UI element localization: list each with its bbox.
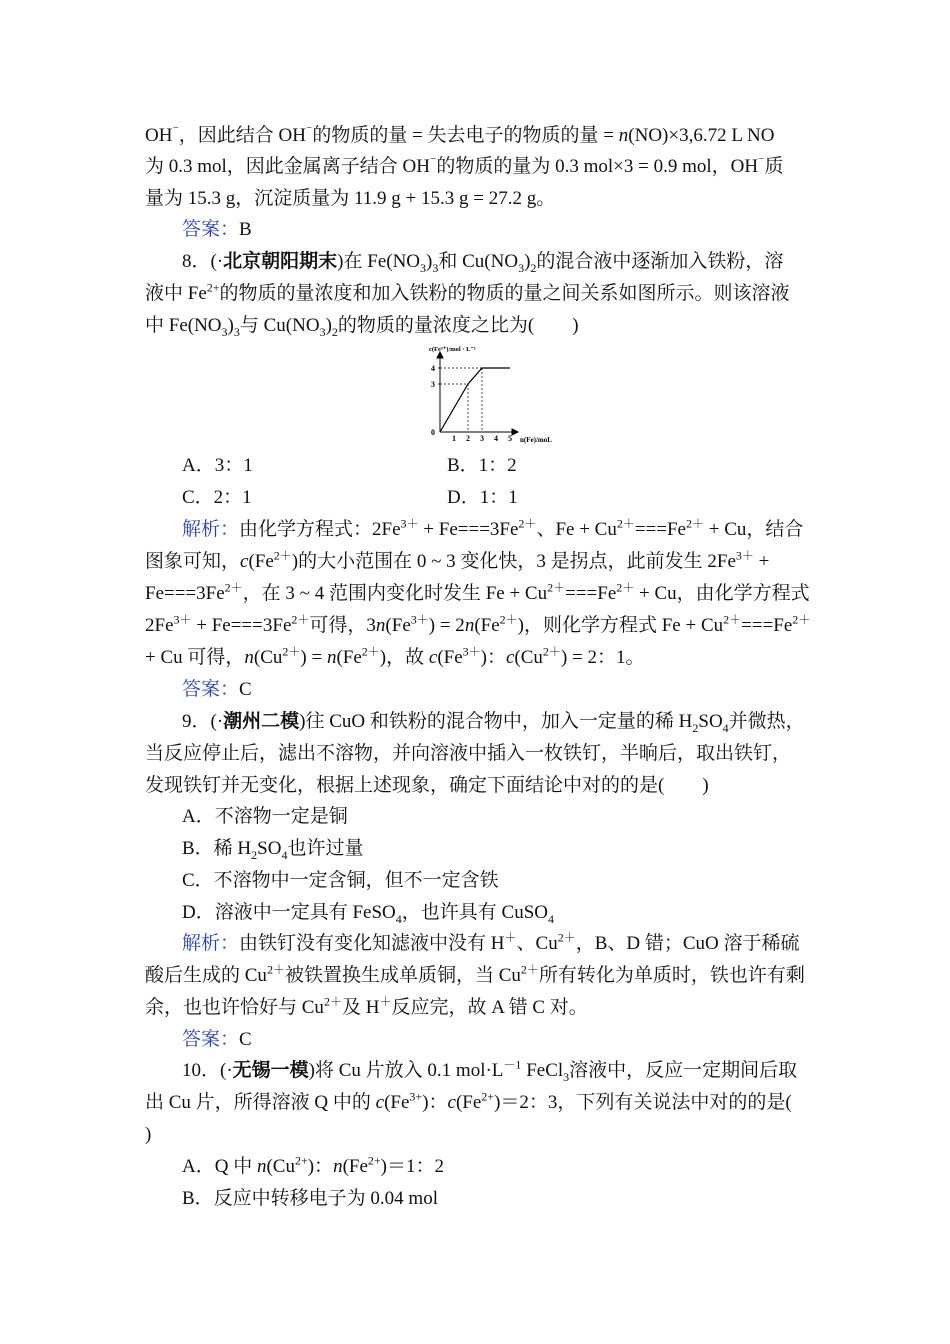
text-line: + Cu 可得，$n(Cu^{2+}) = n(Fe^{2+})$，故 $c(Fe^{3+})$：$c(Cu^{2+}) = 2$：1。 — [145, 644, 645, 668]
x-tick-label: 3 — [480, 434, 484, 443]
answer-value: C — [239, 679, 252, 700]
question-source: 北京朝阳期末 — [223, 251, 338, 272]
question-source: 潮州二模 — [223, 711, 300, 732]
x-axis-arrow — [512, 429, 518, 435]
option-d: D．1：1 — [447, 487, 518, 508]
option-a: A．Q 中 $n(Cu^{2+})$：$n(Fe^{2+})=1$：2 — [182, 1153, 444, 1177]
text-line: 量为 15.3 g，沉淀质量为 11.9 g + 15.3 g = 27.2 g。 — [145, 188, 556, 209]
solution-label: 解析： — [182, 933, 240, 954]
text-line: 图象可知，$c(Fe^{2+})$的大小范围在 0 ~ 3 变化快，3 是拐点，此前发生 $2Fe^{3+}$ + — [145, 548, 770, 572]
option-c: C．不溶物中一定含铜，但不一定含铁 — [182, 870, 499, 891]
option-b: B．稀 $H_2SO_4$也许过量 — [182, 838, 364, 862]
x-tick-label: 4 — [494, 434, 498, 443]
series-line — [440, 368, 510, 432]
option-a: A．不溶物一定是铜 — [182, 806, 348, 827]
answer-label: 答案： — [182, 1029, 240, 1050]
text-line: $Fe===3Fe^{2+}$，在 3 ~ 4 范围内变化时发生 $Fe + Cu^{2+}===Fe^{2+} + Cu$，由化学方程式 — [145, 580, 810, 604]
question-10: 10．(·无锡一模)将 Cu 片放入 0.1 $mol\cdot L^{-1}$ FeCl$_3$溶液中，反应一定期间后取 — [182, 1057, 798, 1084]
x-axis-title: n(Fe)/moL — [520, 436, 552, 444]
question-source: 无锡一模 — [232, 1060, 309, 1081]
option-a: A．3：1 — [182, 455, 253, 476]
question-9: 9．(·潮州二模)往 CuO 和铁粉的混合物中，加入一定量的稀 $H_2SO_4$并微热， — [182, 711, 805, 735]
option-b: B．1：2 — [447, 455, 517, 476]
origin-label: 0 — [431, 428, 435, 437]
y-tick-label: 3 — [431, 380, 435, 389]
text-line: 余，也也许恰好与 $Cu^{2+}$及 H＋反应完，故 A 错 C 对。 — [145, 994, 588, 1018]
text-line: 液中 $Fe^{2+}$的物质的量浓度和加入铁粉的物质的量之间关系如图所示。则该溶液 — [145, 280, 790, 304]
answer-7 — [182, 215, 810, 245]
answer-value: B — [239, 219, 252, 240]
answer-label: 答案： — [182, 679, 240, 700]
text-line: OH⁻，因此结合 OH⁻的物质的量 = 失去电子的物质的量 = n(NO)×3,6.72 L NO — [145, 122, 775, 146]
answer-9 — [182, 1025, 810, 1055]
text-line: 酸后生成的 $Cu^{2+}$被铁置换生成单质铜，当 $Cu^{2+}$所有转化为单质时，铁也许有剩 — [145, 962, 805, 986]
text-line: 当反应停止后，滤出不溶物，并向溶液中插入一枚铁钉，半晌后，取出铁钉， — [145, 743, 792, 764]
fe2-concentration-chart — [418, 340, 568, 445]
option-b: B．反应中转移电子为 0.04 mol — [182, 1188, 438, 1209]
question-8: 8．(·北京朝阳期末)在 $Fe(NO_3)_3$和 $Cu(NO_3)_2$的混合液中逐渐加入铁粉，溶 — [182, 251, 784, 275]
y-axis-title: c(Fe²⁺)/mol · L⁻¹ — [429, 346, 476, 353]
y-tick-label: 4 — [431, 364, 435, 373]
option-c: C．2：1 — [182, 487, 252, 508]
text-line: 为 0.3 mol，因此金属离子结合 OH⁻的物质的量为 0.3 mol×3 = 0.9 mol，OH⁻质 — [145, 153, 784, 177]
solution-8: 解析：由化学方程式：$2Fe^{3+} + Fe===3Fe^{2+}$、$Fe + Cu^{2+}===Fe^{2+} + Cu$，结合 — [182, 516, 804, 540]
x-tick-label: 2 — [466, 434, 470, 443]
x-tick-label: 5 — [508, 434, 512, 443]
text-line: ) — [145, 1124, 152, 1145]
x-tick-label: 1 — [452, 434, 456, 443]
text-line: 出 Cu 片，所得溶液 Q 中的 $c(Fe^{3+})$：$c(Fe^{2+})=2$：3，下列有关说法中对的的是( — [145, 1089, 792, 1113]
option-d: D．溶液中一定具有 FeSO$_4$，也许具有 CuSO$_4$ — [182, 902, 554, 926]
text-line: $2Fe^{3+} + Fe===3Fe^{2+}$可得，$3n(Fe^{3+}) = 2n(Fe^{2+})$，则化学方程式 $Fe + Cu^{2+}===Fe^{2+}$ — [145, 612, 811, 636]
solution-label: 解析： — [182, 519, 240, 540]
text-line: 中 $Fe(NO_3)_3$与 $Cu(NO_3)_2$的物质的量浓度之比为( ) — [145, 315, 579, 339]
answer-value: C — [239, 1029, 252, 1050]
answer-8 — [182, 675, 810, 705]
solution-9: 解析：由铁钉没有变化知滤液中没有 H＋、$Cu^{2+}$，B、D 错；CuO 溶于稀硫 — [182, 930, 800, 954]
answer-label: 答案： — [182, 219, 240, 240]
text-line: 发现铁钉并无变化，根据上述现象，确定下面结论中对的的是( ) — [145, 775, 709, 796]
